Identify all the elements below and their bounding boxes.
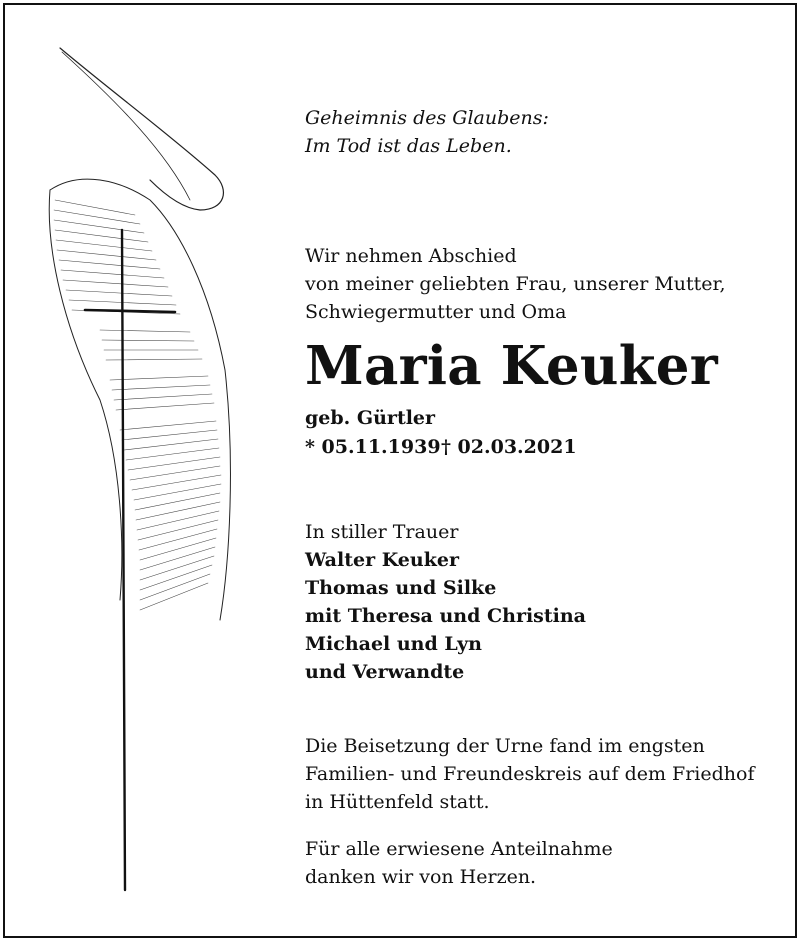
maiden-name: geb. Gürtler: [305, 407, 436, 429]
mourning-label: In stiller Trauer: [305, 521, 459, 543]
thanks-note: [305, 835, 613, 891]
burial-line: Familien- und Freundeskreis auf dem Friedhof: [305, 763, 755, 785]
intro-text: [305, 242, 726, 326]
feather-cross-illustration: [40, 40, 290, 900]
intro-line: von meiner geliebten Frau, unserer Mutter,: [305, 273, 726, 295]
intro-line: Wir nehmen Abschied: [305, 245, 517, 267]
intro-line: Schwiegermutter und Oma: [305, 301, 567, 323]
thanks-line: Für alle erwiesene Anteilnahme: [305, 838, 613, 860]
burial-line: in Hüttenfeld statt.: [305, 791, 490, 813]
motto-line: Im Tod ist das Leben.: [305, 135, 512, 157]
burial-note: [305, 732, 755, 816]
death-date: † 02.03.2021: [441, 436, 577, 458]
mourner: mit Theresa und Christina: [305, 605, 586, 627]
deceased-name: Maria Keuker: [305, 335, 718, 397]
thanks-line: danken wir von Herzen.: [305, 866, 537, 888]
motto-line: Geheimnis des Glaubens:: [305, 107, 549, 129]
mourner: und Verwandte: [305, 661, 465, 683]
mourners-list: [305, 546, 586, 686]
birth-date: * 05.11.1939: [305, 436, 441, 458]
mourner: Thomas und Silke: [305, 577, 497, 599]
mourner: Michael und Lyn: [305, 633, 482, 655]
burial-line: Die Beisetzung der Urne fand im engsten: [305, 735, 705, 757]
mourner: Walter Keuker: [305, 549, 459, 571]
motto: [305, 104, 549, 160]
